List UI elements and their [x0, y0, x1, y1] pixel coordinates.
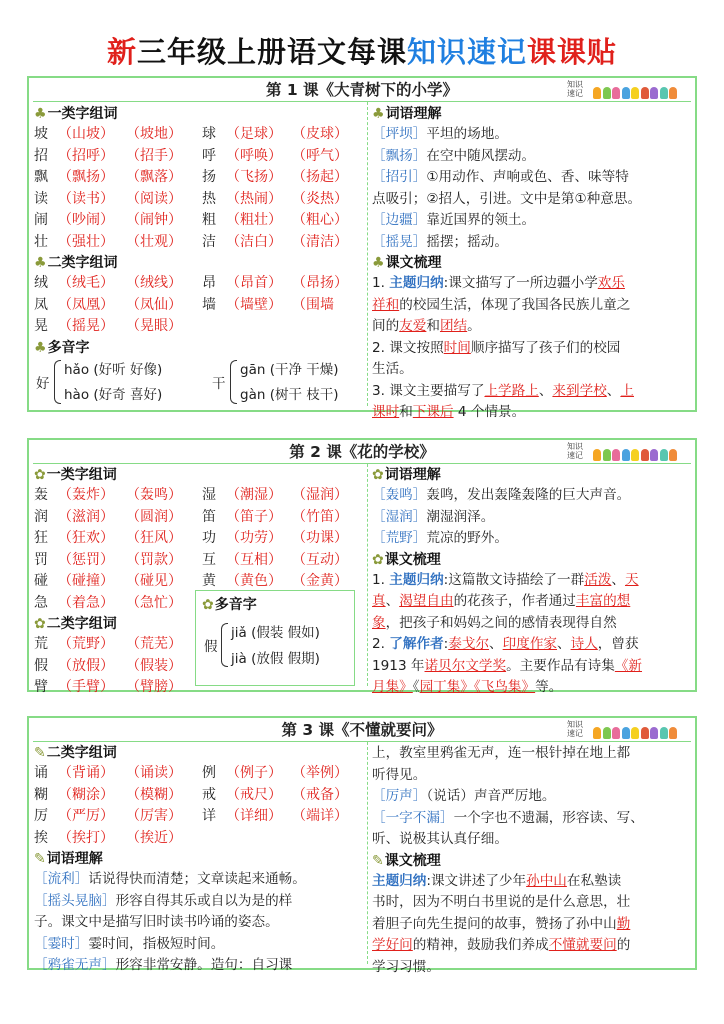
badge-text: 知识速记 — [567, 80, 583, 98]
word-group: （凤凰） — [58, 296, 114, 313]
word-group: （假装） — [126, 657, 182, 674]
word-group: （诵读） — [126, 765, 182, 781]
character: 洁 — [202, 233, 216, 250]
word-row — [34, 550, 364, 572]
term-definition: 子。课文中是描写旧时读书吟诵的姿态。 — [34, 914, 279, 930]
term-line — [372, 808, 694, 830]
term-word: ［轰鸣］ — [372, 487, 427, 503]
word-group: （足球） — [226, 126, 282, 142]
term-word: ［厉声］ — [372, 788, 427, 804]
character: 假 — [34, 657, 48, 674]
character: 绒 — [34, 275, 48, 291]
outline-line: 课时和下课后 4 个情景。 — [372, 404, 526, 420]
character: 轰 — [34, 487, 48, 503]
character: 碰 — [34, 573, 48, 589]
lesson-1-card — [27, 76, 697, 420]
polyphone-box — [195, 590, 355, 686]
term-word: ［飘扬］ — [372, 147, 427, 164]
kids-icon — [593, 724, 679, 743]
word-group: （圆润） — [126, 508, 182, 525]
term-word: ［荒野］ — [372, 530, 427, 546]
outline-line: 主题归纳:课文讲述了少年孙中山在私塾读 — [372, 872, 622, 889]
term-line — [372, 829, 694, 851]
word-group: （狂欢） — [58, 530, 114, 546]
word-group: （招呼） — [58, 147, 114, 164]
lesson-3-right — [372, 743, 694, 978]
sprout-icon: ♣ — [372, 106, 385, 122]
word-group: （模糊） — [126, 786, 182, 803]
character: 臂 — [34, 679, 48, 695]
word-group: （糊涂） — [58, 786, 114, 803]
lesson-1-heading: 第 1 课《大青树下的小学》 — [29, 78, 695, 102]
word-row — [34, 507, 364, 529]
word-group: （端详） — [292, 808, 348, 824]
character: 罚 — [34, 551, 48, 568]
badge-text: 知识速记 — [567, 442, 583, 460]
word-group: （墙壁） — [226, 296, 282, 313]
term-definition: 形容非常安静。造句：自习课 — [115, 957, 293, 973]
character: 详 — [202, 808, 216, 824]
character: 戒 — [202, 786, 216, 803]
term-line — [372, 765, 694, 787]
section-heading: ♣词语理解 — [372, 106, 442, 122]
term-definition: 摇摆；摇动。 — [426, 233, 508, 250]
word-group: （功劳） — [226, 530, 282, 546]
word-group: （扬起） — [292, 169, 348, 185]
word-group: （戒尺） — [226, 786, 282, 803]
word-group: （摇晃） — [58, 318, 114, 334]
word-group: （轰鸣） — [126, 487, 182, 503]
term-word: ［边疆］ — [372, 212, 427, 228]
title-part-sticker: 课课贴 — [527, 35, 618, 69]
character: 互 — [202, 551, 216, 568]
term-line — [372, 189, 694, 211]
word-group: （着急） — [58, 594, 114, 611]
word-group: （飞扬） — [226, 169, 282, 185]
word-row — [34, 232, 364, 254]
term-line — [372, 167, 694, 189]
word-group: （强壮） — [58, 233, 114, 250]
polyphone-char: 假 — [204, 639, 218, 655]
term-line — [372, 485, 694, 507]
term-line — [34, 891, 364, 913]
knowledge-badge — [565, 442, 691, 462]
outline-line: 书时，因为不明白书里说的是什么意思，壮 — [372, 894, 631, 910]
knowledge-badge — [565, 80, 691, 100]
section-heading: ♣多音字 — [34, 339, 90, 356]
term-word: ［湿润］ — [372, 508, 427, 525]
title-part-knowledge: 知识速记 — [407, 35, 528, 69]
section-heading: ✎词语理解 — [34, 851, 103, 867]
word-row — [34, 295, 364, 317]
word-group: （举例） — [292, 765, 348, 781]
term-definition: 形容自得其乐或自以为是的样 — [115, 892, 293, 909]
word-group: （笛子） — [226, 508, 282, 525]
kids-icon — [593, 84, 679, 103]
term-line — [34, 955, 364, 977]
pen-icon: ✎ — [372, 852, 384, 869]
character: 荒 — [34, 636, 48, 652]
word-row — [34, 528, 364, 550]
term-word: ［摇晃］ — [372, 233, 427, 250]
outline-line: 2. 了解作者:泰戈尔、印度作家、诗人，曾获 — [372, 636, 639, 652]
word-group: （读书） — [58, 190, 114, 207]
word-group: （壮观） — [126, 233, 182, 250]
pen-icon: ✎ — [34, 851, 46, 867]
term-word: ［坪坝］ — [372, 126, 427, 142]
section-heading: ♣一类字组词 — [34, 106, 118, 122]
section-heading: ✎二类字组词 — [34, 745, 117, 761]
character: 飘 — [34, 169, 48, 185]
term-line — [372, 743, 694, 765]
word-group: （围墙 — [292, 296, 334, 313]
lesson-1-right — [372, 104, 694, 424]
word-group: （碰撞） — [58, 573, 114, 589]
outline-line: 生活。 — [372, 361, 413, 377]
term-definition: 听得见。 — [372, 766, 427, 783]
word-group: （皮球） — [292, 126, 348, 142]
word-group: （罚款） — [126, 551, 182, 568]
term-line — [372, 528, 694, 550]
character: 功 — [202, 530, 216, 546]
word-group: （粗壮） — [226, 212, 282, 228]
sprout-icon: ♣ — [34, 339, 47, 356]
term-definition: 平坦的场地。 — [426, 126, 508, 142]
term-definition: 轰鸣，发出轰隆轰隆的巨大声音。 — [426, 487, 631, 503]
term-definition: 点吸引；②招人，引进。文中是第①种意思。 — [372, 190, 642, 207]
character: 壮 — [34, 233, 48, 250]
word-group: （飘落） — [126, 169, 182, 185]
polyphone-reading: hǎo (好听 好像) — [64, 361, 163, 378]
word-group: （炎热） — [292, 190, 348, 207]
lesson-3-card — [27, 716, 697, 975]
word-group: （背诵） — [58, 765, 114, 781]
word-group: （戒备） — [292, 786, 348, 803]
lesson-2-right — [372, 465, 694, 699]
brace — [54, 360, 61, 404]
character: 扬 — [202, 169, 216, 185]
outline-line: 着胆子向先生提问的故事，赞扬了孙中山勤 — [372, 915, 631, 932]
outline-line: 1. 主题归纳:课文描写了一所边疆小学欢乐 — [372, 275, 625, 291]
word-group: （湿润） — [292, 487, 348, 503]
outline-line: 象，把孩子和妈妈之间的感情表现得自然 — [372, 614, 617, 631]
word-row — [34, 828, 364, 850]
word-group: （手臂） — [58, 679, 114, 695]
character: 呼 — [202, 147, 216, 164]
outline-line: 祥和的校园生活，体现了我国各民族儿童之 — [372, 296, 631, 313]
section-heading: ♣二类字组词 — [34, 255, 118, 271]
word-group: （放假） — [58, 657, 114, 674]
term-line — [34, 934, 364, 956]
pen-icon: ✎ — [34, 745, 46, 761]
sprout-icon: ♣ — [34, 106, 47, 122]
column-divider — [367, 742, 368, 964]
word-group: （飘扬） — [58, 169, 114, 185]
word-group: （竹笛） — [292, 508, 348, 525]
column-divider — [367, 102, 368, 406]
section-heading: ✿一类字组词 — [34, 467, 117, 483]
character: 凤 — [34, 296, 48, 313]
term-line — [34, 912, 364, 934]
word-group: （荒野） — [58, 636, 114, 652]
section-heading: ✎课文梳理 — [372, 852, 441, 869]
section-heading: ✿二类字组词 — [34, 616, 117, 632]
term-line — [372, 210, 694, 232]
word-group: （碰见） — [126, 573, 182, 589]
word-group: （潮湿） — [226, 487, 282, 503]
term-line — [372, 786, 694, 808]
term-definition: 在空中随风摆动。 — [426, 147, 536, 164]
word-group: （惩罚） — [58, 551, 114, 568]
title-part-new: 新 — [106, 35, 137, 69]
outline-line: 间的友爱和团结。 — [372, 318, 481, 334]
word-group: （晃眼） — [126, 318, 182, 334]
word-group: （吵闹） — [58, 212, 114, 228]
brace — [230, 360, 237, 404]
term-line — [372, 507, 694, 529]
word-group: （绒毛） — [58, 275, 114, 291]
term-definition: 靠近国界的领土。 — [426, 212, 536, 228]
character: 粗 — [202, 212, 216, 228]
column-divider — [367, 464, 368, 686]
character: 挨 — [34, 829, 48, 846]
term-definition: 话说得快而清楚；文章读起来通畅。 — [88, 871, 306, 887]
word-row — [34, 146, 364, 168]
term-line — [34, 869, 364, 891]
kids-icon — [593, 446, 679, 465]
word-group: （昂首） — [226, 275, 282, 291]
word-row — [34, 273, 364, 295]
word-row — [34, 167, 364, 189]
character: 招 — [34, 147, 48, 164]
lesson-1-left — [34, 104, 364, 406]
character: 急 — [34, 594, 48, 611]
word-group: （阅读） — [126, 190, 182, 207]
word-group: （粗心） — [292, 212, 348, 228]
character: 昂 — [202, 275, 216, 291]
word-group: （凤仙） — [126, 296, 182, 313]
word-group: （例子） — [226, 765, 282, 781]
character: 热 — [202, 190, 216, 207]
character: 晃 — [34, 318, 48, 334]
section-heading: ✿多音字 — [202, 597, 257, 613]
word-group: （互相） — [226, 551, 282, 568]
term-word: ［招引］ — [372, 169, 427, 185]
word-group: （挨近） — [126, 829, 182, 846]
brace — [221, 623, 228, 667]
character: 笛 — [202, 508, 216, 525]
word-row — [34, 189, 364, 211]
word-group: （滋润） — [58, 508, 114, 525]
outline-line: 学习习惯。 — [372, 958, 440, 975]
word-group: （昂扬） — [292, 275, 348, 291]
word-group: （臂膀） — [126, 679, 182, 695]
polyphone-reading: gān (干净 干燥) — [240, 361, 339, 378]
term-definition: （说话）声音严厉地。 — [426, 788, 556, 804]
word-group: （挨打） — [58, 829, 114, 846]
word-group: （呼唤） — [226, 147, 282, 164]
title-part-main: 三年级上册语文每课 — [136, 35, 407, 69]
lesson-2-card — [27, 438, 697, 695]
character: 狂 — [34, 530, 48, 546]
word-row — [34, 785, 364, 807]
character: 厉 — [34, 808, 48, 824]
word-row — [34, 763, 364, 785]
outline-line: 1. 主题归纳:这篇散文诗描绘了一群活泼、天 — [372, 571, 639, 588]
word-group: （严厉） — [58, 808, 114, 824]
polyphone-reading: gàn (树干 枝干) — [240, 386, 339, 403]
outline-line: 学好问的精神，鼓励我们养成不懂就要问的 — [372, 937, 631, 953]
flower-icon: ✿ — [34, 616, 46, 632]
word-row — [34, 806, 364, 828]
word-row — [34, 316, 364, 338]
polyphone-block — [34, 358, 364, 406]
character: 闹 — [34, 212, 48, 228]
word-group: （狂风） — [126, 530, 182, 546]
word-group: （闹钟） — [126, 212, 182, 228]
term-definition: 听、说极其认真仔细。 — [372, 831, 508, 847]
polyphone-char: 干 — [212, 375, 226, 392]
term-word: ［鸦雀无声］ — [34, 957, 116, 973]
section-heading: ✿课文梳理 — [372, 551, 441, 568]
outline-line: 真、渴望自由的花孩子，作者通过丰富的想 — [372, 593, 631, 609]
word-group: （呼气） — [292, 147, 348, 164]
word-group: （详细） — [226, 808, 282, 824]
word-group: （热闹） — [226, 190, 282, 207]
word-group: （山坡） — [58, 126, 114, 142]
polyphone-char: 好 — [36, 375, 50, 392]
lesson-3-left — [34, 743, 364, 977]
polyphone-reading: hào (好奇 喜好) — [64, 386, 163, 403]
character: 读 — [34, 190, 48, 207]
word-group: （互动） — [292, 551, 348, 568]
character: 墙 — [202, 296, 216, 313]
character: 球 — [202, 126, 216, 142]
knowledge-badge — [565, 720, 691, 740]
word-group: （洁白） — [226, 233, 282, 250]
character: 诵 — [34, 765, 48, 781]
term-definition: 上，教室里鸦雀无声，连一根针掉在地上都 — [372, 745, 631, 761]
lesson-3-heading: 第 3 课《不懂就要问》 — [29, 718, 695, 742]
term-word: ［霎时］ — [34, 935, 89, 952]
word-row — [34, 210, 364, 232]
outline-line: 2. 课文按照时间顺序描写了孩子们的校园 — [372, 339, 621, 356]
word-group: （金黄） — [292, 573, 348, 589]
term-definition: 一个字也不遗漏，形容读、写、 — [453, 809, 644, 826]
polyphone-reading: jià (放假 假期) — [231, 651, 320, 667]
word-group: （绒线） — [126, 275, 182, 291]
word-group: （招手） — [126, 147, 182, 164]
term-line — [372, 146, 694, 168]
page-title — [0, 30, 724, 71]
term-definition: 荒凉的野外。 — [426, 530, 508, 546]
polyphone-reading: jiǎ (假装 假如) — [231, 625, 320, 641]
word-row — [34, 485, 364, 507]
character: 湿 — [202, 487, 216, 503]
word-group: （急忙） — [126, 594, 182, 611]
term-definition: ①用动作、声响或色、香、味等特 — [426, 169, 629, 185]
flower-icon: ✿ — [202, 597, 214, 613]
character: 糊 — [34, 786, 48, 803]
word-group: （黄色） — [226, 573, 282, 589]
word-row — [34, 124, 364, 146]
section-heading: ♣课文梳理 — [372, 255, 442, 271]
word-group: （厉害） — [126, 808, 182, 824]
sprout-icon: ♣ — [34, 255, 47, 271]
character: 坡 — [34, 126, 48, 142]
flower-icon: ✿ — [372, 467, 384, 483]
sprout-icon: ♣ — [372, 255, 385, 271]
outline-line: 3. 课文主要描写了上学路上、来到学校、上 — [372, 382, 634, 399]
flower-icon: ✿ — [372, 551, 384, 568]
character: 例 — [202, 765, 216, 781]
section-heading: ✿词语理解 — [372, 467, 441, 483]
term-definition: 潮湿润泽。 — [426, 508, 495, 525]
word-group: （荒芜） — [126, 636, 182, 652]
term-line — [372, 232, 694, 254]
word-group: （轰炸） — [58, 487, 114, 503]
term-word: ［一字不漏］ — [372, 809, 454, 826]
term-line — [372, 124, 694, 146]
term-word: ［流利］ — [34, 871, 89, 887]
outline-line: 1913 年诺贝尔文学奖。主要作品有诗集《新 — [372, 657, 643, 674]
word-group: （坡地） — [126, 126, 182, 142]
character: 黄 — [202, 573, 216, 589]
word-group: （清洁） — [292, 233, 348, 250]
character: 润 — [34, 508, 48, 525]
badge-text: 知识速记 — [567, 720, 583, 738]
lesson-2-heading: 第 2 课《花的学校》 — [29, 440, 695, 464]
word-group: （功课） — [292, 530, 348, 546]
term-definition: 霎时间，指极短时间。 — [88, 935, 225, 952]
flower-icon: ✿ — [34, 467, 46, 483]
term-word: ［摇头晃脑］ — [34, 892, 116, 909]
outline-line: 月集》《园丁集》《飞鸟集》等。 — [372, 679, 563, 695]
